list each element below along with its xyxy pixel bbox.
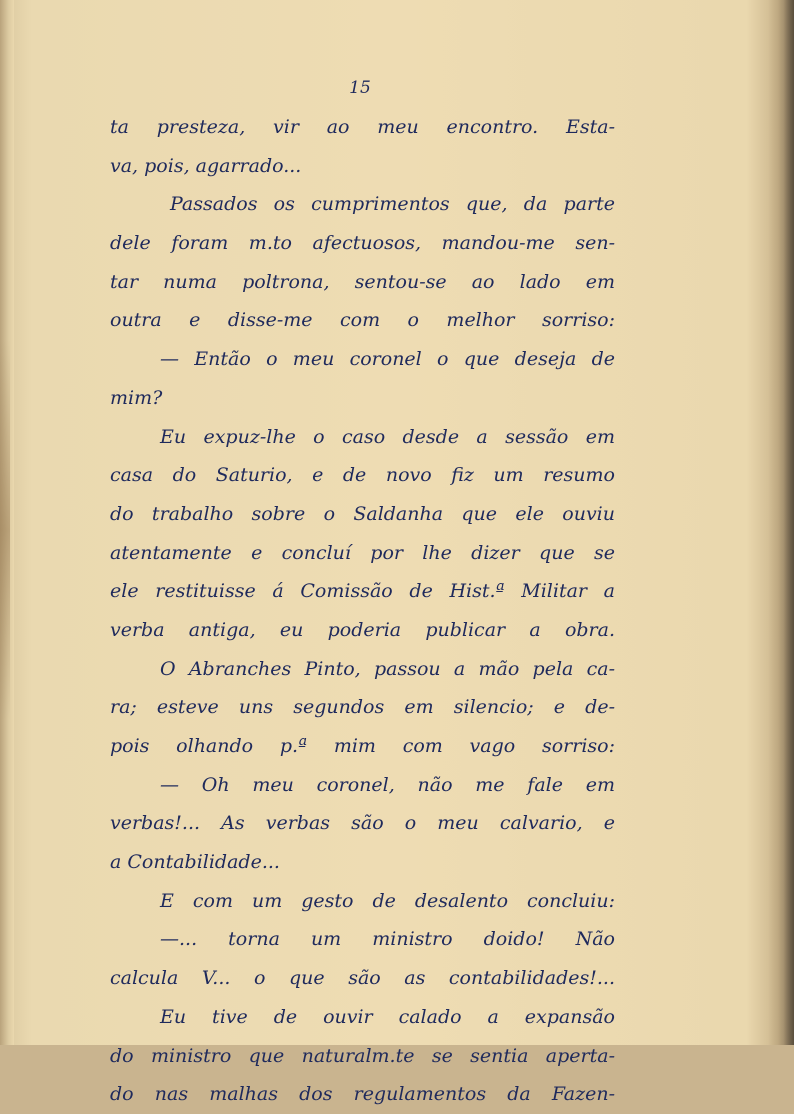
manuscript-line: va, pois, agarrado...: [110, 154, 302, 177]
manuscript-line: tar numa poltrona, sentou-se ao lado em: [110, 270, 615, 293]
manuscript-line: pois olhando p.ª mim com vago sorriso:: [110, 735, 615, 757]
manuscript-line: casa do Saturio, e de novo fiz um resumo: [110, 464, 615, 487]
manuscript-line: verbas!... As verbas são o meu calvario, e: [110, 812, 615, 835]
manuscript-line: calcula V... o que são as contabilidades!...: [110, 967, 615, 990]
binding-stain: [0, 340, 10, 720]
manuscript-line: dele foram m.to afectuosos, mandou-me sen-: [110, 232, 615, 255]
manuscript-line: Passados os cumprimentos que, da parte: [170, 193, 615, 216]
manuscript-line: ele restituisse á Comissão de Hist.ª Militar a: [110, 580, 615, 603]
manuscript-line: —... torna um ministro doido! Não: [160, 928, 615, 951]
manuscript-line: — Então o meu coronel o que deseja de: [160, 348, 615, 371]
manuscript-line: do nas malhas dos regulamentos da Fazen-: [110, 1083, 615, 1106]
manuscript-line: a Contabilidade...: [110, 851, 280, 874]
page-right-edge-shadow: [768, 0, 794, 1045]
manuscript-line: atentamente e concluí por lhe dizer que se: [110, 541, 615, 564]
handwritten-text-block: [110, 108, 615, 1114]
manuscript-line: — Oh meu coronel, não me fale em: [160, 773, 615, 796]
manuscript-line: outra e disse-me com o melhor sorriso:: [110, 309, 615, 332]
manuscript-line: do trabalho sobre o Saldanha que ele ouviu: [110, 502, 615, 525]
manuscript-line: Eu tive de ouvir calado a expansão: [160, 1005, 615, 1028]
manuscript-line: ra; esteve uns segundos em silencio; e de-: [110, 696, 615, 719]
page-number: 15: [349, 78, 371, 98]
manuscript-line: Eu expuz-lhe o caso desde a sessão em: [160, 425, 615, 448]
manuscript-line: verba antiga, eu poderia publicar a obra.: [110, 618, 615, 641]
manuscript-line: E com um gesto de desalento concluiu:: [160, 889, 615, 912]
manuscript-line: mim?: [110, 386, 163, 409]
manuscript-line: ta presteza, vir ao meu encontro. Esta-: [110, 116, 615, 138]
manuscript-line: O Abranches Pinto, passou a mão pela ca-: [160, 657, 615, 680]
manuscript-line: do ministro que naturalm.te se sentia aperta-: [110, 1044, 615, 1067]
